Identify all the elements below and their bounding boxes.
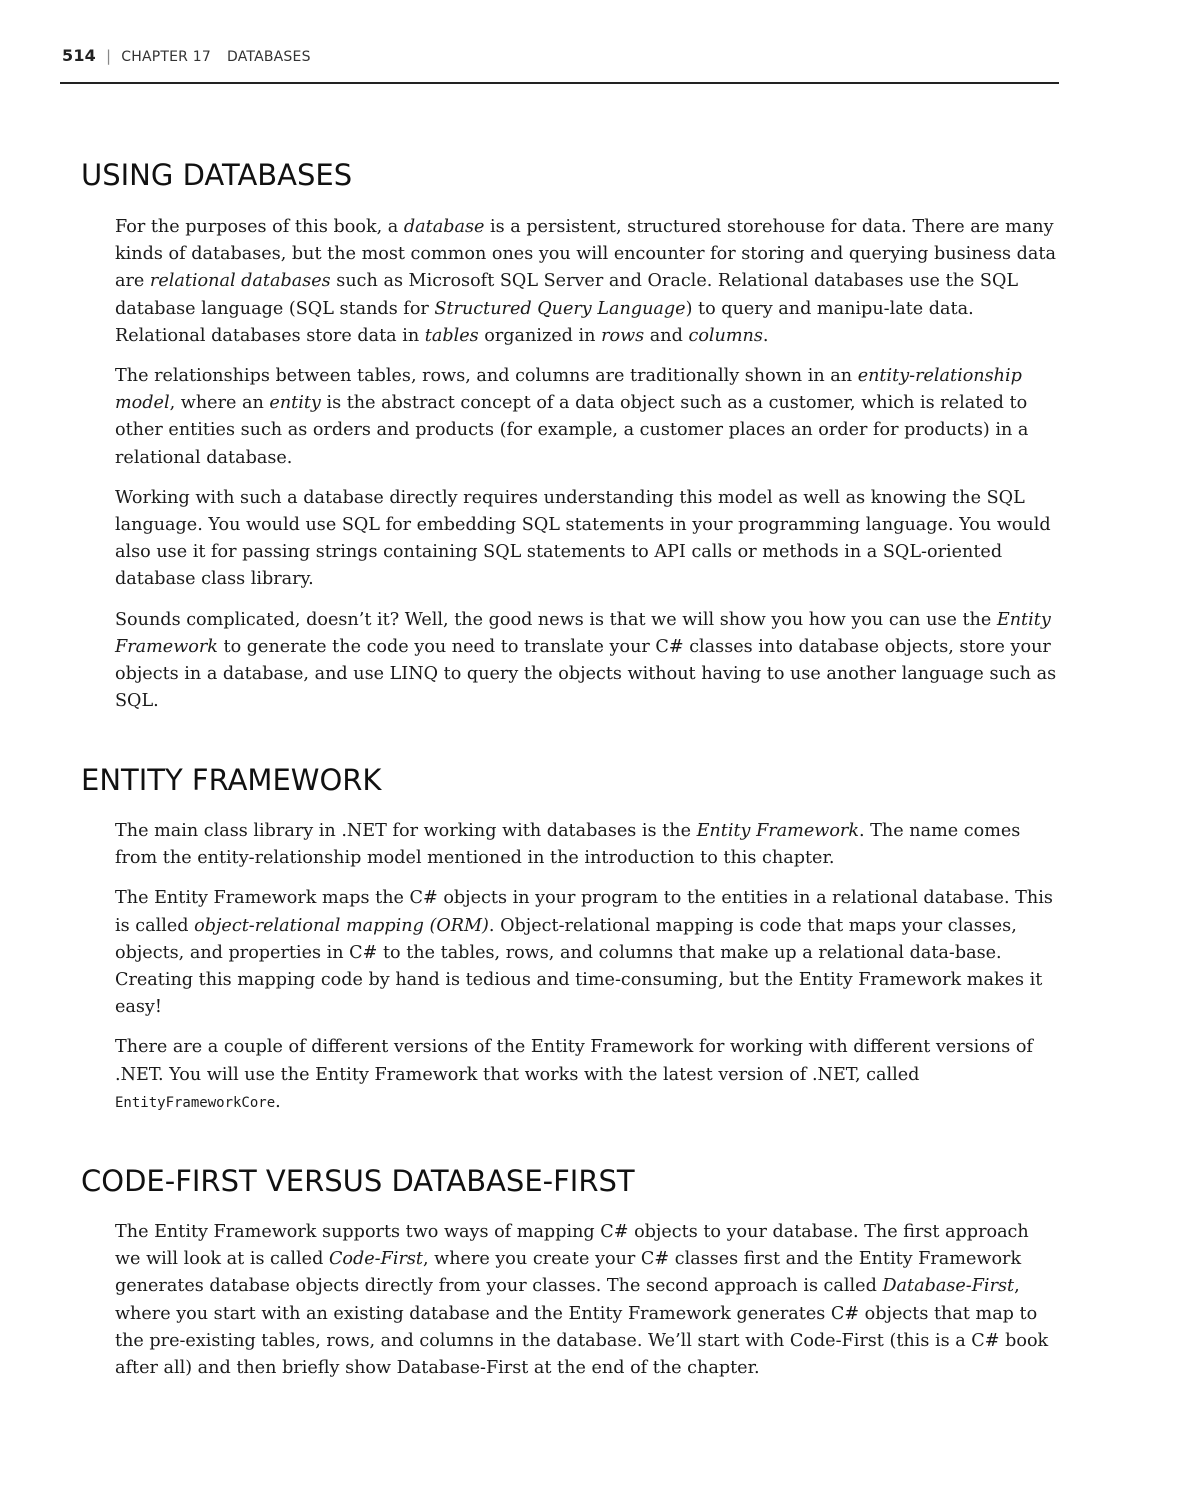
emphasized-term: entity (269, 393, 321, 414)
section-body-using-databases (115, 214, 1059, 715)
emphasized-term: Entity Framework (696, 821, 859, 841)
header-separator: | (106, 47, 112, 65)
paragraph (115, 485, 1059, 594)
text-run: . (762, 325, 769, 346)
text-run: The Entity Framework maps the C# objects in your program to the entities in a relational database. This is called (115, 888, 1053, 936)
emphasized-term: entity-relationship model (115, 366, 1022, 414)
text-run: . The name comes from the entity-relationship model mentioned in the introduction to this chapter. (115, 821, 1021, 869)
section-heading-entity-framework: ENTITY FRAMEWORK (81, 763, 382, 797)
running-section-title: DATABASES (226, 49, 311, 65)
paragraph (115, 363, 1059, 472)
emphasized-term: rows (601, 325, 645, 346)
emphasized-term: Code-First (328, 1249, 423, 1270)
text-run: The relationships between tables, rows, and columns are traditionally shown in an (115, 366, 858, 387)
emphasized-term: relational databases (149, 271, 331, 292)
emphasized-term: columns (688, 325, 763, 346)
paragraph (115, 1034, 1059, 1117)
text-run: is the abstract concept of a data object such as a customer, which is related to other entities such as orders and products (for example, a customer places an order for products) in a relational database. (115, 393, 1029, 468)
text-run: Working with such a database directly requires understanding this model as well as knowing the SQL language. You would use SQL for embedding SQL statements in your programming language. You would also use it for passing strings containing SQL statements to API calls or methods in a SQL-oriented database class library. (115, 487, 1051, 590)
emphasized-term: Structured Query Language (434, 298, 686, 319)
emphasized-term: Entity Framework (115, 609, 1051, 657)
paragraph (115, 885, 1059, 1021)
text-run: . Object-relational mapping is code that maps your classes, objects, and properties in C# to the tables, rows, and columns that make up a relational data-base. Creating this mapping code by hand is tedious and time-consuming, but the Entity Framework makes it easy! (115, 915, 1043, 1018)
code-term: EntityFrameworkCore (115, 1094, 276, 1111)
text-run: The main class library in .NET for working with databases is the (115, 821, 697, 841)
text-run: , where you start with an existing database and the Entity Framework generates C# objects that map to the pre-existing tables, rows, and columns in the database. We’ll start with Code-First (this is a C# book after all) and then briefly show Database-First at the end of the chapter. (115, 1276, 1049, 1379)
text-run: ) to query and manipu-late data. Relational databases store data in (115, 298, 974, 346)
section-heading-code-first-vs-database-first: CODE-FIRST VERSUS DATABASE-FIRST (81, 1164, 635, 1198)
text-run: Sounds complicated, doesn’t it? Well, the good news is that we will show you how you can use the (115, 609, 997, 630)
section-body-entity-framework (115, 818, 1059, 1117)
paragraph (115, 1219, 1059, 1382)
text-run: , where you create your C# classes first and the Entity Framework generates database objects directly from your classes. The second approach is called (115, 1249, 1022, 1297)
section-body-code-first-vs-database-first (115, 1219, 1059, 1382)
paragraph (115, 818, 1059, 872)
header-rule (60, 82, 1059, 84)
text-run: . (275, 1091, 281, 1112)
paragraph (115, 607, 1059, 716)
text-run: organized in (478, 325, 602, 346)
text-run: There are a couple of different versions of the Entity Framework for working with different versions of .NET. You will use the Entity Framework that works with the latest version of .NET, called (115, 1037, 1033, 1085)
emphasized-term: object-relational mapping (ORM) (194, 915, 489, 936)
emphasized-term: database (403, 217, 485, 237)
text-run: such as Microsoft SQL Server and Oracle. Relational databases use the SQL database language (SQL stands for (115, 271, 1019, 319)
text-run: to generate the code you need to translate your C# classes into database objects, store your objects in a database, and use LINQ to query the objects without having to use another language such as SQL. (115, 636, 1057, 712)
emphasized-term: tables (424, 325, 479, 346)
emphasized-term: Database-First (882, 1276, 1015, 1297)
text-run: The Entity Framework supports two ways of mapping C# objects to your database. The first approach we will look at is called (115, 1222, 1029, 1270)
paragraph (115, 214, 1059, 350)
section-heading-using-databases: USING DATABASES (81, 158, 353, 192)
running-head (62, 46, 311, 65)
chapter-label: CHAPTER 17 (121, 49, 211, 65)
text-run: , where an (169, 393, 270, 414)
text-run: is a persistent, structured storehouse for data. There are many kinds of databases, but the most common ones you will encounter for storing and querying business data are (115, 217, 1056, 292)
text-run: For the purposes of this book, a (115, 217, 404, 237)
page-number: 514 (62, 46, 96, 65)
text-run: and (644, 325, 689, 346)
